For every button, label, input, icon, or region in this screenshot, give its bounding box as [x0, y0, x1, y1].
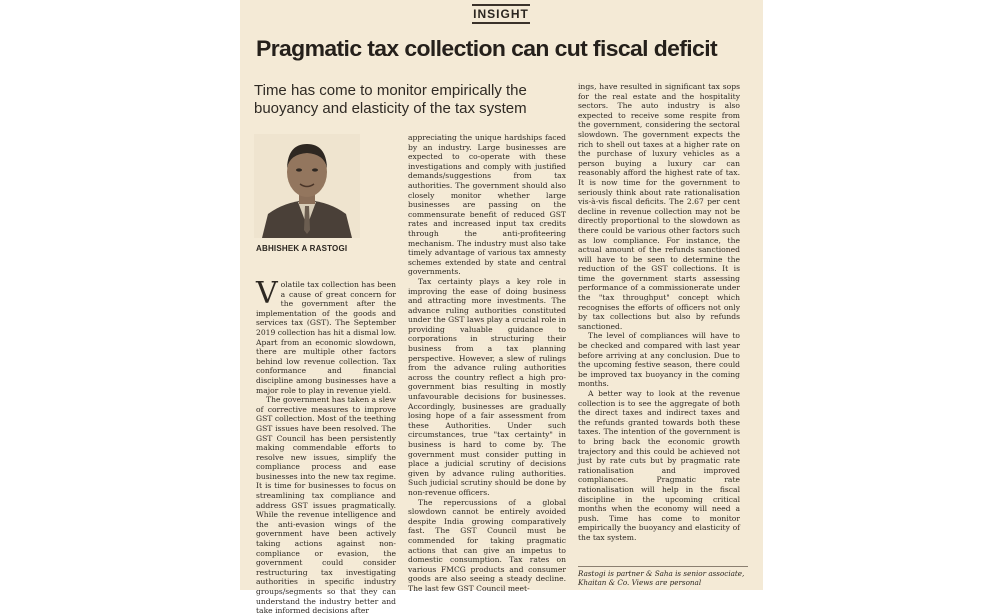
- deck-subheadline: Time has come to monitor empirically the buoyancy and elasticity of the tax system: [254, 82, 527, 117]
- headline: Pragmatic tax collection can cut fiscal deficit: [256, 36, 718, 61]
- column-1: [256, 276, 396, 616]
- author-footnote: Rastogi is partner & Saha is senior associate, Khaitan & Co. Views are personal: [578, 566, 748, 587]
- column-3: [578, 82, 740, 543]
- paragraph: [256, 276, 396, 395]
- paragraph: The government has taken a slew of corrective measures to improve GST collection. Most of the teething GST issues have been resolved. The GST Council has been persistently making commendable efforts to resolve new issues, simplify the compliance process and ease businesses into the new tax regime. It is time for businesses to focus on streamlining tax compliance and address GST issues pragmatically. While the revenue intelligence and the anti-evasion wings of the government have been actively taking actions against non-compliance or evasion, the government could consider restructuring tax investigating authorities in specific industry groups/segments so that they can understand the industry better and take informed decisions after: [256, 395, 396, 616]
- paragraph: A better way to look at the revenue collection is to see the aggregate of both the direct taxes and indirect taxes and the refunds granted towards both these taxes. The intention of the government is to bring back the economic growth trajectory and this could be achieved not just by rate cuts but by pragmatic rate rationalisation and improved compliances. Pragmatic rate rationalisation will help in the fiscal discipline in the upcoming critical months when the economy will need a push. Time has come to monitor empirically the buoyancy and elasticity of the tax system.: [578, 389, 740, 542]
- author-photo: [254, 134, 360, 238]
- paragraph: The level of compliances will have to be checked and compared with last year before arriving at any conclusion. Due to the upcoming festive season, there could be improved tax buoyancy in the coming months.: [578, 331, 740, 389]
- paragraph: Tax certainty plays a key role in improving the ease of doing business and attracting more investments. The advance ruling authorities constituted under the GST laws play a crucial role in providing valuable guidance to corporations in structuring their business from a tax planning perspective. However, a slew of rulings from the advance ruling authorities across the country reflect a high pro-government bias resulting in mostly unfavourable decisions for businesses. Accordingly, businesses are gradually losing hope of a fair assessment from these Authorities. Under such circumstances, true "tax certainty" in business is hard to come by. The government must consider putting in place a judicial scrutiny of decisions given by advance ruling authorities. Such judicial scrutiny should be done by non-revenue officers.: [408, 276, 566, 497]
- paragraph: The repercussions of a global slowdown cannot be entirely avoided despite India growing comparatively fast. The GST Council must be commended for taking pragmatic actions that can give an impetus to domestic consumption. Tax rates on various FMCG products and consumer goods are also seeing a steady decline. The last few GST Council meet-: [408, 497, 566, 593]
- paragraph: ings, have resulted in significant tax sops for the real estate and the hospitality sectors. The auto industry is also expected to receive some respite from the government, considering the sectoral slowdown. The government expects the rich to shell out taxes at a higher rate on the purchase of luxury vehicles as a person buying a luxury car can reasonably afford the highest rate of tax. It is now time for the government to seriously think about rate rationalisation vis-à-vis fiscal deficits. The 2.67 per cent decline in revenue collection may not be directly proportional to the slowdown as there could be various other factors such as low compliance. For instance, the actual amount of the refunds sanctioned will have to be seen to determine the reduction of the GST collections. It is time the government starts assessing performance of a commissionerate under the "tax throughput" concept which recognises the efforts of officers not only by tax collections but also by refunds sanctioned.: [578, 82, 740, 331]
- section-label: INSIGHT: [472, 4, 530, 24]
- newspaper-clipping: [240, 0, 763, 616]
- column-2: [408, 133, 566, 594]
- paragraph: appreciating the unique hardships faced by an industry. Large businesses are expected to co-operate with these investigations and comply with justified demands/suggestions from tax authorities. The government should also closely monitor whether large businesses are passing on the commensurate benefit of reduced GST rates and increased input tax credits through the anti-profiteering mechanism. The industry must also take timely advantage of various tax amnesty schemes extended by state and central governments.: [408, 133, 566, 277]
- byline: ABHISHEK A RASTOGI: [256, 244, 348, 253]
- paragraph-text: olatile tax collection has been a cause of great concern for the government after the implementation of the goods and services tax (GST). The September 2019 collection has hit a dismal low. Apart from an economic slowdown, there are multiple other factors behind low revenue collection. Tax conformance and financial discipline among businesses have a major role to play in revenue yield.: [256, 280, 396, 395]
- drop-cap: V: [256, 276, 278, 311]
